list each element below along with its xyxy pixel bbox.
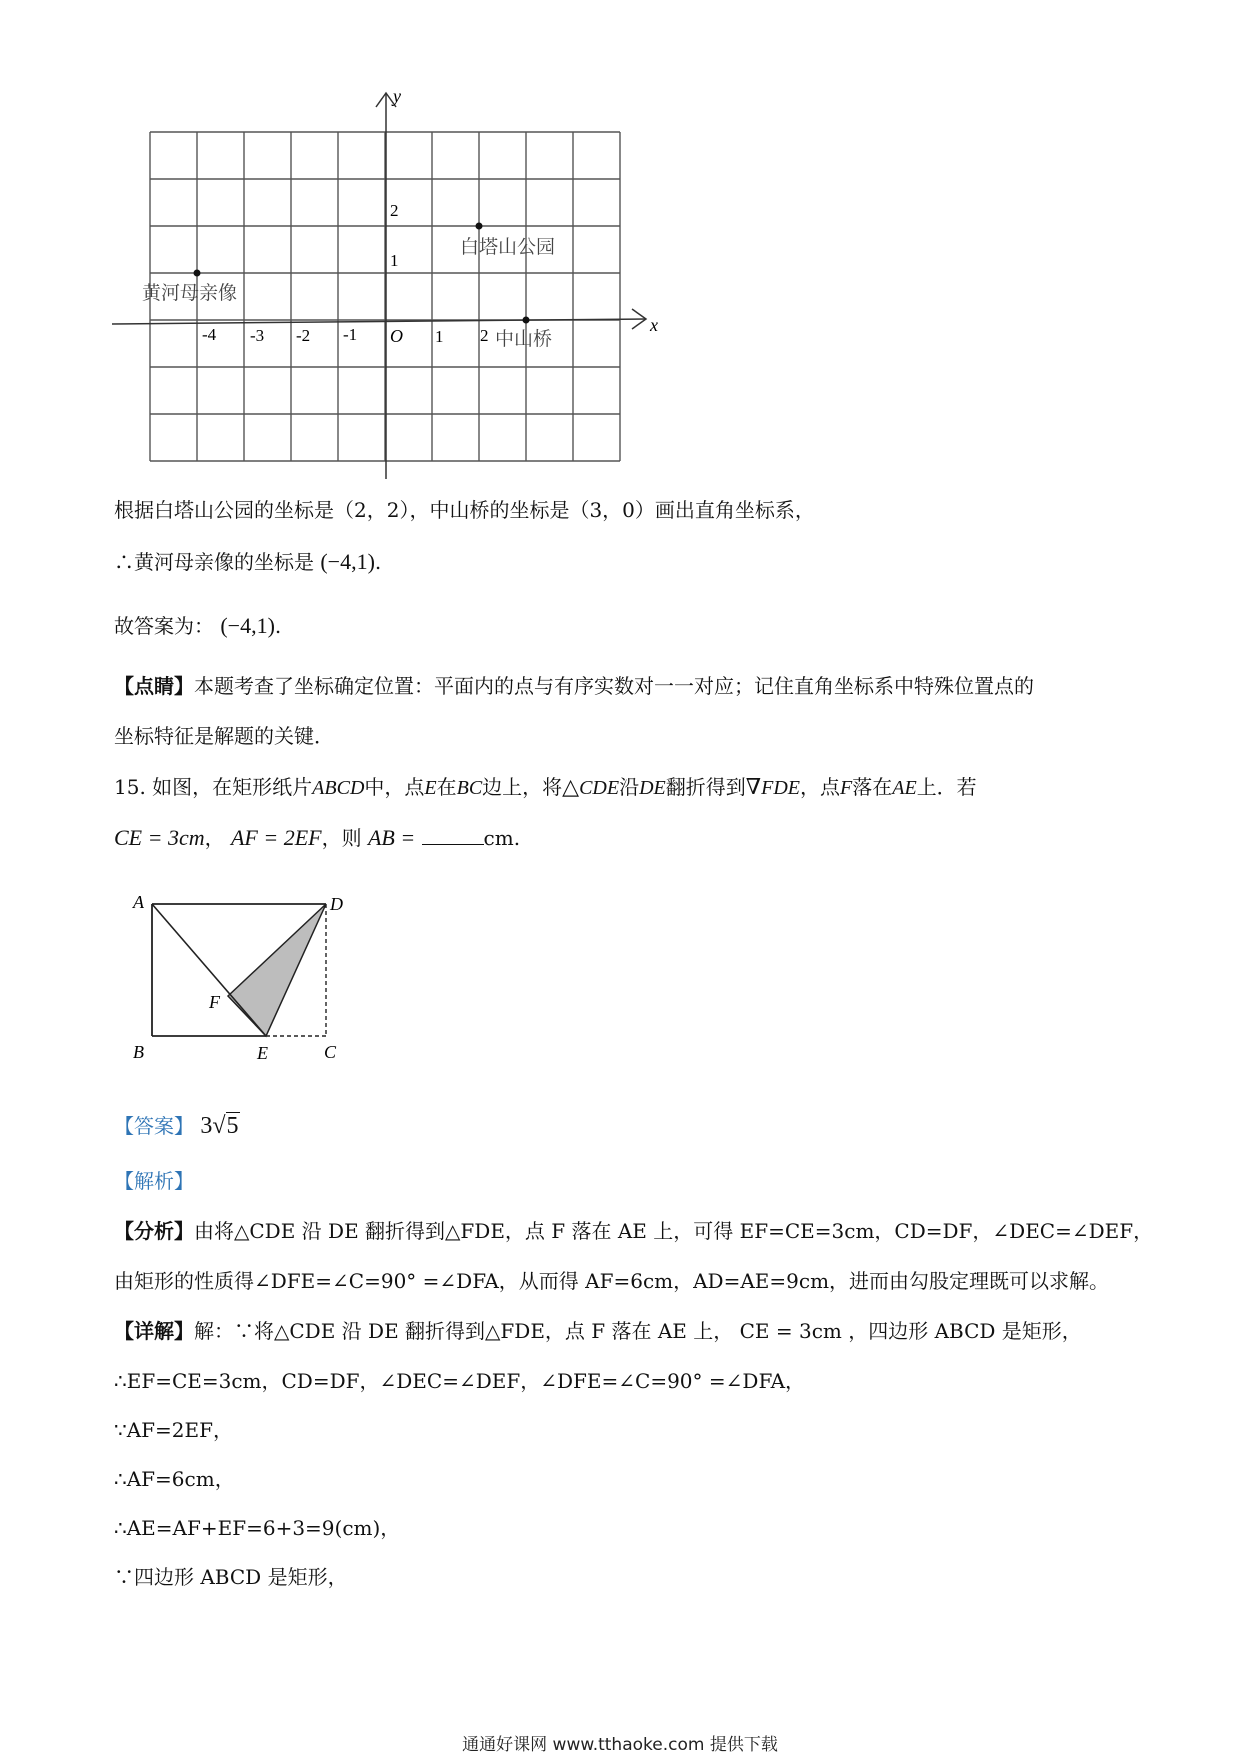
y-axis-label: y bbox=[393, 90, 401, 106]
answer-line bbox=[114, 1112, 240, 1140]
math-symbol: ∇ bbox=[745, 774, 762, 799]
question-text: 上．若 bbox=[916, 775, 977, 799]
detail-text-1: 解：∵将△CDE 沿 DE 翻折得到△FDE，点 F 落在 AE 上， CE = 3cm ，四边形 ABCD 是矩形， bbox=[194, 1319, 1082, 1343]
sqrt-sign: √ bbox=[212, 1113, 226, 1139]
detail-line-5: ∴AE=AF+EF=6+3=9(cm)， bbox=[114, 1516, 401, 1540]
math-var: CDE bbox=[579, 777, 620, 799]
y-tick-label: 2 bbox=[390, 201, 399, 220]
detail-line-3: ∵AF=2EF， bbox=[114, 1418, 234, 1442]
x-tick-label: 2 bbox=[480, 326, 489, 345]
vertex-label-d: D bbox=[330, 894, 343, 914]
question-text: ， bbox=[204, 826, 225, 850]
final-answer-line bbox=[114, 612, 281, 640]
question-text: 边上，将 bbox=[482, 775, 563, 799]
answer-radicand: 5 bbox=[226, 1113, 239, 1139]
analysis-line-2: 由矩形的性质得∠DFE=∠C=90° =∠DFA，从而得 AF=6cm，AD=AE=9cm，进而由勾股定理既可以求解。 bbox=[114, 1269, 1110, 1293]
vertex-label-c: C bbox=[324, 1042, 337, 1062]
question-text: 中，点 bbox=[364, 775, 425, 799]
point-zhongshan-bridge bbox=[523, 317, 530, 324]
pointing-text-1: 本题考查了坐标确定位置：平面内的点与有序实数对一一对应；记住直角坐标系中特殊位置点的 bbox=[194, 674, 1034, 698]
analysis-text-1: 由将△CDE 沿 DE 翻折得到△FDE，点 F 落在 AE 上，可得 EF=CE=3cm，CD=DF，∠DEC=∠DEF， bbox=[194, 1219, 1154, 1243]
math-symbol: △ bbox=[562, 774, 580, 799]
analysis-subtag: 【分析】 bbox=[114, 1219, 194, 1243]
answer-coefficient: 3 bbox=[200, 1113, 213, 1139]
detail-line-2: ∴EF=CE=3cm，CD=DF，∠DEC=∠DEF，∠DFE=∠C=90° =∠DFA， bbox=[114, 1369, 806, 1393]
question-text: 沿 bbox=[619, 775, 640, 799]
question-number: 15. bbox=[114, 775, 146, 799]
x-tick-label: -3 bbox=[250, 326, 265, 345]
y-tick-label: 1 bbox=[390, 251, 399, 270]
place-label-yellow-river-mother: 黄河母亲像 bbox=[142, 282, 238, 304]
pointing-tag: 【点睛】 bbox=[114, 674, 194, 698]
question-15-line-2 bbox=[114, 824, 520, 852]
vertex-label-b: B bbox=[133, 1042, 144, 1062]
answer-blank bbox=[422, 842, 484, 845]
solution-paragraph-1: 根据白塔山公园的坐标是（2，2），中山桥的坐标是（3，0）画出直角坐标系， bbox=[114, 498, 815, 522]
math-var: F bbox=[840, 777, 853, 799]
question-text: ，点 bbox=[800, 775, 841, 799]
final-answer-end: . bbox=[274, 614, 282, 638]
analysis-tag: 【解析】 bbox=[114, 1169, 194, 1193]
math-expression: AB = bbox=[367, 825, 416, 850]
math-var: E bbox=[424, 777, 437, 799]
question-15-line-1 bbox=[114, 773, 977, 802]
vertex-label-a: A bbox=[133, 892, 144, 912]
coordinate-grid-figure bbox=[100, 90, 660, 490]
question-text: ，则 bbox=[321, 826, 362, 850]
question-text: 如图，在矩形纸片 bbox=[152, 775, 313, 799]
math-var: FDE bbox=[761, 777, 801, 799]
pointing-line-2: 坐标特征是解题的关键． bbox=[114, 724, 334, 748]
x-tick-label: 1 bbox=[435, 327, 444, 346]
page-footer: 通通好课网 www.tthaoke.com 提供下载 bbox=[462, 1735, 778, 1755]
math-expression: AF = 2EF bbox=[230, 825, 322, 850]
final-answer-text: 故答案为： bbox=[114, 614, 214, 638]
detail-line-4: ∴AF=6cm， bbox=[114, 1467, 235, 1491]
detail-line-1 bbox=[114, 1317, 1082, 1345]
origin-label: O bbox=[390, 326, 403, 346]
vertex-label-e: E bbox=[257, 1043, 268, 1063]
para2-coordinate: (−4,1) bbox=[320, 549, 375, 574]
math-expression: CE = 3cm bbox=[114, 825, 205, 850]
analysis-line-1 bbox=[114, 1217, 1153, 1245]
para2-text: ∴黄河母亲像的坐标是 bbox=[114, 550, 314, 574]
question-text: 在 bbox=[436, 775, 457, 799]
shaded-triangle-fde bbox=[228, 904, 326, 1036]
segment-ae bbox=[152, 904, 266, 1036]
x-tick-label: -4 bbox=[202, 325, 217, 344]
detail-line-6: ∵四边形 ABCD 是矩形， bbox=[114, 1565, 348, 1589]
x-tick-label: -2 bbox=[296, 326, 311, 345]
pointing-line-1 bbox=[114, 672, 1034, 700]
x-tick-label: -1 bbox=[343, 325, 358, 344]
answer-tag: 【答案】 bbox=[114, 1114, 194, 1138]
question-text: 翻折得到 bbox=[665, 775, 746, 799]
math-var: DE bbox=[639, 777, 666, 799]
final-answer-coordinate: (−4,1) bbox=[220, 613, 275, 638]
question-text: 落在 bbox=[852, 775, 893, 799]
vertex-label-f: F bbox=[209, 992, 220, 1012]
place-label-baitashan-park: 白塔山公园 bbox=[460, 236, 556, 258]
x-axis-label: x bbox=[650, 315, 658, 335]
detail-tag: 【详解】 bbox=[114, 1319, 194, 1343]
question-text: cm. bbox=[483, 826, 521, 850]
rectangle-fold-figure bbox=[125, 886, 355, 1066]
math-var: ABCD bbox=[312, 777, 365, 799]
math-var: AE bbox=[892, 777, 917, 799]
para2-end: . bbox=[374, 550, 382, 574]
point-yellow-river-mother bbox=[194, 270, 201, 277]
point-baitashan-park bbox=[476, 223, 483, 230]
math-var: BC bbox=[456, 777, 483, 799]
place-label-zhongshan-bridge: 中山桥 bbox=[495, 328, 553, 350]
solution-paragraph-2 bbox=[114, 548, 381, 576]
